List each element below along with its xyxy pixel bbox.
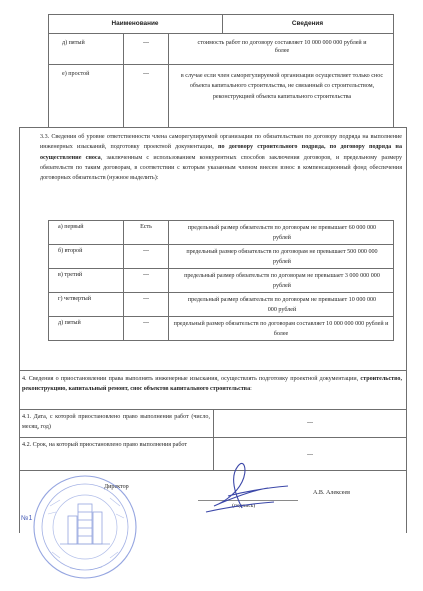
level-mark-3: --- [142, 272, 150, 278]
level-mark-4: --- [142, 296, 150, 302]
row-label-fifth: д) пятый [62, 40, 85, 46]
level-mark-5: --- [142, 320, 150, 326]
level-label-4: г) четвертый [58, 296, 92, 302]
level-text-5: предельный размер обязательств по договорам составляет 10 000 000 000 рублей и более [173, 321, 389, 337]
row-text-simple: в случае если член саморегулируемой организации осуществляет только снос объекта капитального строительства, не связанный со строительством, реконструкцией объекта капитального строительства [180, 73, 384, 100]
level-label-5: д) пятый [58, 320, 81, 326]
level-label-1: а) первый [58, 224, 84, 230]
suspension-date-label: 4.1. Дата, с которой приостановлено право выполнения работ (число, месяц, год) [22, 414, 210, 430]
suspension-term-label: 4.2. Срок, на который приостановлено право выполнения работ [22, 442, 188, 448]
row-text-fifth: стоимость работ по договору составляет 10 000 000 000 рублей и более [197, 40, 367, 54]
section-3-3-text: 3.3. Сведения об уровне ответственности члена саморегулируемой организации по обязательствам по договору подряда на выполнение инженерных изысканий, подготовку проектной документации, по договору строительного подряда, по договору подряда на осуществление сноса, заключенным с использованием конкурентных способов заключения договоров, и предельному размеру обязательств по таким договорам, в соответствии с которым указанным членом внесен взнос в компенсационный фонд обеспечения договорных обязательств (нужное выделить): [40, 134, 402, 182]
signer-name: А.В. Алексеев [313, 490, 351, 496]
row-dash-fifth: --- [142, 40, 150, 46]
level-text-3: предельный размер обязательств по договорам не превышает 3 000 000 000 рублей [184, 273, 380, 289]
suspension-term-value: --- [306, 452, 314, 458]
suspension-date-value: --- [306, 420, 314, 426]
level-label-2: б) второй [58, 248, 83, 254]
level-mark-1: Есть [140, 224, 152, 230]
row-dash-simple: --- [142, 71, 150, 77]
header-details: Сведения [291, 20, 324, 27]
level-mark-2: --- [142, 248, 150, 254]
header-name: Наименование [111, 20, 159, 27]
row-label-simple: е) простой [62, 71, 90, 77]
stamp-number: №1 [21, 515, 33, 522]
level-text-1: предельный размер обязательств по договорам не превышает 60 000 000 рублей [187, 225, 377, 241]
level-text-4: предельный размер обязательств по договорам не превышает 10 000 000 000 рублей [187, 297, 377, 313]
level-label-3: в) третий [58, 272, 83, 278]
level-text-2: предельный размер обязательств по договорам не превышает 500 000 000 рублей [186, 249, 378, 265]
round-seal-stamp [30, 472, 140, 582]
handwritten-signature [184, 448, 296, 516]
signature-caption: (подпись) [232, 503, 256, 509]
signer-position: Директор [104, 484, 129, 490]
section-4-text: 4. Сведения о приостановлении права выполнять инженерные изыскания, осуществлять подготовку проектной документации, строительство, реконструкцию, капитальный ремонт, снос объектов капитального строительства: [22, 376, 402, 393]
